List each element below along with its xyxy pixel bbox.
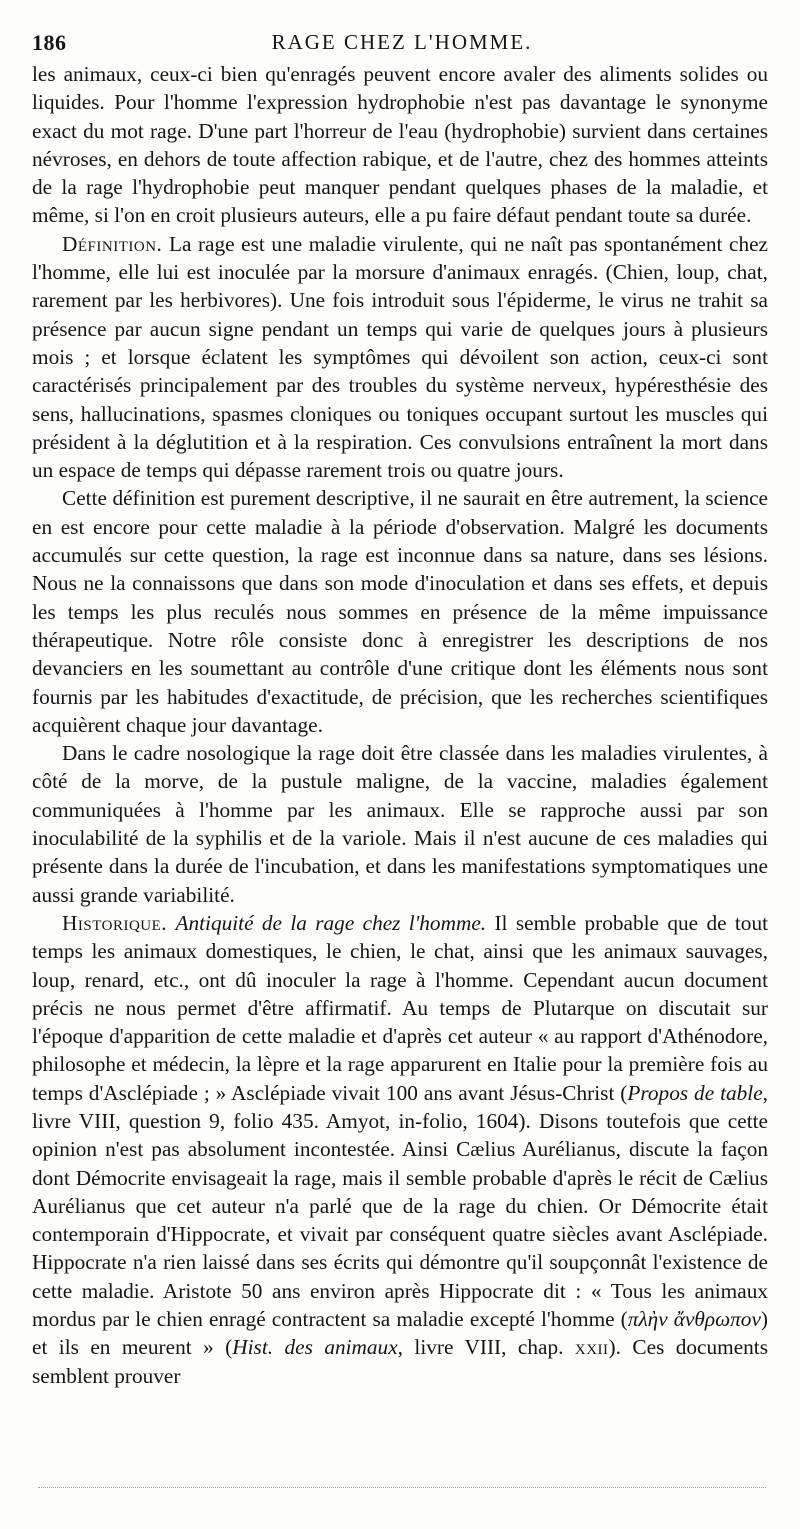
paragraph-definition: [32, 230, 768, 485]
footer-rule: [38, 1487, 766, 1488]
paragraph-text: Il semble probable que de tout temps les animaux domestiques, le chien, le chat, ainsi que les animaux sauvages, loup, renard, etc., ont dû inoculer la rage à l'homme. Cependant aucun document précis ne nous permet d'être affirmatif. Au temps de Plutarque on discutait sur l'époque d'apparition de cette maladie et d'après cet auteur « au rapport d'Athénodore, philosophe et médecin, la lèpre et la rage apparurent en Italie pour la première fois au temps d'Asclépiade ; » Asclépiade vivait 100 ans avant Jésus-Christ (: [32, 910, 769, 1105]
reference-title: Propos de table: [627, 1080, 763, 1105]
section-subheading: Antiquité de la rage chez l'homme.: [175, 910, 487, 935]
paragraph-text: ) et ils en meurent » (: [32, 1307, 769, 1360]
paragraph-continuation: [32, 60, 768, 230]
section-heading-definition: Définition.: [62, 231, 163, 256]
running-title: RAGE CHEZ L'HOMME.: [271, 30, 533, 54]
paragraph-text: Dans le cadre nosologique la rage doit être classée dans les maladies virulentes, à côté de la morve, de la pustule maligne, de la vaccine, maladies également communiquées à l'homme par les animaux. Elle se rapproche aussi par son inoculabilité de la syphilis et de la variole. Mais il n'est aucune de ces maladies qui présente dans la durée de l'incubation, et dans les manifestations symptomatiques une aussi grande variabilité.: [32, 741, 768, 907]
paragraph-text: ). Ces documents semblent prouver: [32, 1335, 768, 1388]
paragraph-text: , livre VIII, question 9, folio 435. Amyot, in-folio, 1604). Disons toutefois que cette opinion n'est pas absolument incontestée. Ainsi Cælius Aurélianus, discute la façon dont Démocrite envisageait la rage, mais il semble probable d'après le récit de Cælius Aurélianus que cet auteur n'a parlé que de la rage du chien. Or Démocrite était contemporain d'Hippocrate, et vivait par conséquent quatre siècles avant Asclépiade. Hippocrate n'a rien laissé dans ses écrits qui démontre qu'il soupçonnât l'existence de cette maladie. Aristote 50 ans environ après Hippocrate dit : « Tous les animaux mordus par le chien enragé contractent sa maladie excepté l'homme (: [32, 1080, 768, 1332]
section-heading-historique: Historique.: [62, 910, 168, 935]
paragraph-descriptive: [32, 484, 768, 739]
paragraph-text: La rage est une maladie virulente, qui ne naît pas spontanément chez l'homme, elle lui est inoculée par la morsure d'animaux enragés. (Chien, loup, chat, rarement par les herbivores). Une fois introduit sous l'épiderme, le virus ne trahit sa présence par aucun signe pendant un temps qui varie de quelques jours à plusieurs mois ; et lorsque éclatent les symptômes qui dévoilent son action, ceux-ci sont caractérisés principalement par des troubles du système nerveux, hypéresthésie des sens, hallucinations, spasmes cloniques ou toniques occupant surtout les muscles qui président à la déglutition et à la respiration. Ces convulsions entraînent la mort dans un espace de temps qui dépasse rarement trois ou quatre jours.: [32, 231, 769, 483]
paragraph-text: les animaux, ceux-ci bien qu'enragés peuvent encore avaler des aliments solides ou liquides. Pour l'homme l'expression hydrophobie n'est pas davantage le synonyme exact du mot rage. D'une part l'horreur de l'eau (hydrophobie) survient dans certaines névroses, en dehors de toute affection rabique, et de l'autre, chez des hommes atteints de la rage l'hydrophobie peut manquer pendant quelques phases de la maladie, et même, si l'on en croit plusieurs auteurs, elle a pu faire défaut pendant toute sa durée.: [32, 62, 768, 228]
page-header: [32, 30, 772, 62]
paragraph-text: , livre VIII, chap.: [397, 1335, 575, 1360]
paragraph-historique: [32, 909, 768, 1390]
paragraph-nosology: [32, 739, 768, 909]
chapter-numeral: xxii: [574, 1335, 609, 1360]
paragraph-text: Cette définition est purement descriptive, il ne saurait en être autrement, la science en est encore pour cette maladie à la période d'observation. Malgré les documents accumulés sur cette question, la rage est inconnue dans sa nature, dans ses lésions. Nous ne la connaissons que dans son mode d'inoculation et dans ses effets, et depuis les temps les plus reculés nous sommes en présence de la même impuissance thérapeutique. Notre rôle consiste donc à enregistrer les descriptions de nos devanciers en les soumettant au contrôle d'une critique dont les éléments nous sont fournis par les habitudes d'exactitude, de précision, que les recherches scientifiques acquièrent chaque jour davantage.: [32, 486, 768, 737]
page-number: 186: [32, 30, 67, 55]
reference-title: Hist. des animaux: [232, 1335, 398, 1360]
body-text: [32, 60, 768, 1390]
greek-quote: πλὴν ἄνθρωπον: [627, 1307, 761, 1332]
